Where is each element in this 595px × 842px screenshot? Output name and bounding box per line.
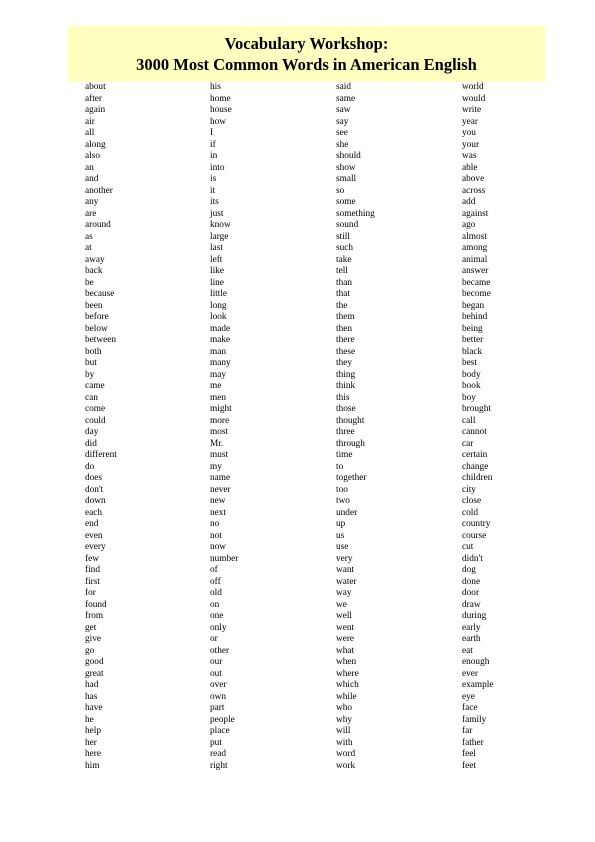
word-item: book: [462, 381, 481, 391]
word-item: show: [336, 162, 356, 173]
word-item: must: [210, 450, 229, 460]
word-item: work: [336, 760, 356, 771]
word-item: this: [336, 392, 350, 403]
word-item: large: [210, 231, 229, 242]
word-item: far: [462, 726, 473, 736]
word-item: below: [85, 323, 108, 334]
word-item: earth: [462, 634, 481, 644]
word-item: thing: [336, 369, 356, 380]
word-item: not: [210, 530, 222, 541]
word-item: answer: [462, 266, 489, 276]
word-item: more: [210, 415, 230, 426]
word-item: us: [336, 530, 345, 541]
word-item: our: [210, 657, 223, 667]
word-item: among: [462, 243, 488, 253]
word-item: such: [336, 243, 354, 253]
word-item: too: [336, 484, 348, 495]
word-item: cold: [462, 507, 479, 518]
word-item: word: [336, 749, 356, 759]
word-item: he: [85, 714, 94, 725]
word-item: an: [85, 162, 94, 173]
word-item: three: [336, 427, 355, 437]
word-item: the: [336, 300, 348, 311]
word-item: able: [462, 162, 478, 173]
word-item: place: [210, 726, 230, 736]
word-item: city: [462, 484, 476, 495]
word-item: those: [336, 404, 356, 414]
word-item: back: [85, 266, 103, 276]
word-item: see: [336, 128, 348, 138]
word-item: brought: [462, 404, 491, 414]
word-item: feet: [462, 760, 476, 771]
word-item: air: [85, 116, 95, 127]
word-item: why: [336, 714, 353, 725]
word-item: small: [336, 174, 357, 184]
word-item: house: [210, 105, 232, 115]
word-item: under: [336, 507, 358, 518]
word-item: they: [336, 358, 353, 368]
word-item: each: [85, 507, 103, 518]
word-item: look: [210, 312, 227, 322]
word-item: world: [462, 82, 484, 92]
word-item: of: [210, 565, 218, 575]
word-item: these: [336, 346, 356, 357]
word-item: find: [85, 565, 100, 575]
word-item: family: [462, 714, 487, 725]
word-item: across: [462, 185, 486, 196]
word-item: his: [210, 82, 221, 92]
word-item: water: [336, 576, 357, 587]
word-item: found: [85, 599, 107, 610]
word-item: behind: [462, 312, 488, 322]
word-item: animal: [462, 254, 488, 265]
word-item: draw: [462, 599, 481, 610]
word-item: different: [85, 450, 117, 460]
word-item: example: [462, 680, 494, 690]
word-item: eat: [462, 645, 473, 656]
word-column-2: [210, 82, 330, 772]
word-item: above: [462, 174, 485, 184]
word-item: from: [85, 611, 104, 621]
word-item: left: [210, 254, 223, 265]
word-item: two: [336, 496, 350, 506]
word-item: take: [336, 254, 352, 265]
word-list: [85, 82, 545, 772]
word-item: out: [210, 668, 222, 679]
word-item: many: [210, 358, 231, 368]
word-item: we: [336, 599, 347, 610]
word-item: close: [462, 496, 482, 506]
word-item: that: [336, 289, 350, 299]
word-item: how: [210, 116, 227, 127]
word-item: last: [210, 243, 223, 253]
word-item: black: [462, 346, 483, 357]
word-item: some: [336, 197, 356, 207]
word-item: first: [85, 576, 100, 587]
word-item: were: [336, 634, 355, 644]
word-item: well: [336, 611, 353, 621]
word-item: still: [336, 231, 350, 242]
word-item: her: [85, 737, 97, 748]
word-item: both: [85, 346, 102, 357]
word-item: have: [85, 703, 103, 713]
word-item: me: [210, 381, 222, 391]
word-item: as: [85, 231, 93, 242]
word-item: just: [210, 208, 224, 219]
word-item: its: [210, 197, 219, 207]
word-item: again: [85, 105, 106, 115]
word-item: become: [462, 289, 491, 299]
word-item: into: [210, 162, 225, 173]
word-item: to: [336, 461, 344, 472]
word-item: old: [210, 588, 222, 598]
word-item: way: [336, 588, 352, 598]
word-item: had: [85, 680, 99, 690]
word-item: said: [336, 82, 351, 92]
word-item: boy: [462, 392, 476, 403]
word-item: man: [210, 346, 227, 357]
word-item: dog: [462, 565, 476, 575]
word-item: no: [210, 519, 220, 529]
word-item: then: [336, 323, 353, 334]
word-item: away: [85, 254, 105, 265]
word-item: in: [210, 151, 218, 161]
word-item: most: [210, 427, 229, 437]
word-item: went: [336, 622, 355, 633]
word-item: does: [85, 473, 103, 483]
word-item: or: [210, 634, 218, 644]
word-item: father: [462, 737, 484, 748]
word-item: change: [462, 461, 489, 472]
word-item: by: [85, 369, 95, 380]
word-item: part: [210, 703, 225, 713]
word-item: make: [210, 335, 231, 345]
word-item: another: [85, 185, 113, 196]
word-item: great: [85, 668, 104, 679]
word-item: country: [462, 519, 491, 529]
word-item: cannot: [462, 427, 487, 437]
word-item: and: [85, 174, 99, 184]
word-item: certain: [462, 450, 488, 460]
word-item: than: [336, 277, 353, 288]
word-column-3: [336, 82, 456, 772]
word-item: off: [210, 576, 221, 587]
word-item: new: [210, 496, 226, 506]
word-item: enough: [462, 657, 490, 667]
word-item: has: [85, 691, 98, 702]
word-item: early: [462, 622, 481, 633]
word-item: is: [210, 174, 217, 184]
word-item: Mr.: [210, 438, 224, 449]
word-item: good: [85, 657, 104, 667]
word-item: she: [336, 139, 349, 150]
word-item: go: [85, 645, 95, 656]
word-item: because: [85, 289, 115, 299]
word-item: on: [210, 599, 220, 610]
word-item: where: [336, 668, 359, 679]
word-item: here: [85, 749, 101, 759]
word-item: best: [462, 358, 477, 368]
word-item: face: [462, 703, 478, 713]
word-item: before: [85, 312, 109, 322]
word-item: there: [336, 335, 355, 345]
word-item: my: [210, 461, 222, 472]
word-item: home: [210, 93, 231, 104]
word-item: for: [85, 588, 96, 598]
title-line-1: Vocabulary Workshop:: [224, 34, 389, 53]
word-item: line: [210, 277, 224, 288]
word-item: little: [210, 289, 228, 299]
word-column-1: [85, 82, 205, 772]
word-item: came: [85, 381, 105, 391]
word-item: right: [210, 760, 228, 771]
word-item: only: [210, 622, 227, 633]
word-item: few: [85, 553, 99, 564]
word-item: against: [462, 208, 489, 219]
word-item: get: [85, 622, 97, 633]
word-item: I: [210, 128, 214, 138]
word-item: better: [462, 335, 484, 345]
word-item: next: [210, 507, 227, 518]
word-item: could: [85, 415, 106, 426]
word-item: being: [462, 323, 483, 334]
word-item: ever: [462, 668, 478, 679]
word-item: done: [462, 576, 481, 587]
word-item: also: [85, 151, 100, 161]
word-item: through: [336, 438, 365, 449]
word-item: want: [336, 565, 355, 575]
word-item: now: [210, 542, 227, 552]
word-item: put: [210, 737, 222, 748]
word-item: time: [336, 450, 353, 460]
word-item: day: [85, 427, 99, 437]
word-item: number: [210, 553, 239, 564]
word-item: might: [210, 404, 232, 414]
word-item: what: [336, 645, 355, 656]
word-item: almost: [462, 231, 487, 242]
word-item: other: [210, 645, 230, 656]
word-item: should: [336, 151, 361, 161]
word-item: at: [85, 243, 92, 253]
title-line-2: 3000 Most Common Words in American English: [136, 55, 477, 74]
word-item: very: [336, 553, 353, 564]
word-item: up: [336, 519, 346, 529]
word-item: you: [462, 128, 476, 138]
word-item: any: [85, 197, 99, 207]
word-item: would: [462, 93, 486, 104]
word-item: who: [336, 703, 353, 713]
word-item: saw: [336, 105, 351, 115]
word-item: like: [210, 266, 224, 276]
word-item: tell: [336, 266, 348, 276]
word-column-4: [462, 82, 582, 772]
word-item: didn't: [462, 553, 483, 564]
word-item: write: [462, 105, 482, 115]
word-item: over: [210, 680, 227, 690]
word-item: help: [85, 726, 102, 736]
word-item: can: [85, 392, 98, 403]
word-item: between: [85, 335, 116, 345]
word-item: down: [85, 496, 106, 506]
word-item: same: [336, 93, 356, 104]
word-item: all: [85, 128, 95, 138]
word-item: give: [85, 634, 102, 644]
word-item: add: [462, 197, 476, 207]
word-item: be: [85, 277, 94, 288]
word-item: are: [85, 208, 97, 219]
word-item: do: [85, 461, 95, 472]
word-item: did: [85, 438, 97, 449]
word-item: car: [462, 438, 474, 449]
word-item: course: [462, 530, 487, 541]
word-item: door: [462, 588, 480, 598]
word-item: long: [210, 300, 227, 311]
word-item: which: [336, 680, 359, 690]
word-item: come: [85, 404, 106, 414]
word-item: but: [85, 358, 97, 368]
word-item: began: [462, 300, 485, 311]
word-item: don't: [85, 484, 104, 495]
word-item: body: [462, 369, 481, 380]
word-item: never: [210, 484, 231, 495]
word-item: them: [336, 312, 355, 322]
word-item: one: [210, 611, 224, 621]
word-item: something: [336, 208, 375, 219]
word-item: about: [85, 82, 106, 92]
word-item: while: [336, 691, 357, 702]
word-item: so: [336, 185, 345, 196]
word-item: own: [210, 691, 227, 702]
word-item: will: [336, 726, 351, 736]
word-item: men: [210, 392, 227, 403]
word-item: call: [462, 415, 476, 426]
word-item: every: [85, 542, 106, 552]
word-item: thought: [336, 415, 365, 426]
word-item: may: [210, 369, 227, 380]
word-item: end: [85, 519, 99, 529]
word-item: read: [210, 749, 226, 759]
word-item: eye: [462, 691, 475, 702]
word-item: even: [85, 530, 103, 541]
word-item: around: [85, 220, 111, 230]
word-item: became: [462, 277, 491, 288]
title-banner: [68, 26, 545, 81]
word-item: was: [462, 151, 477, 161]
word-item: him: [85, 760, 100, 771]
word-item: know: [210, 220, 231, 230]
word-item: together: [336, 473, 367, 483]
word-item: when: [336, 657, 357, 667]
word-item: children: [462, 473, 493, 483]
word-item: been: [85, 300, 103, 311]
word-item: use: [336, 542, 349, 552]
word-item: it: [210, 185, 216, 196]
word-item: during: [462, 611, 487, 621]
word-item: cut: [462, 542, 474, 552]
word-item: along: [85, 139, 106, 150]
word-item: ago: [462, 220, 476, 230]
word-item: feel: [462, 749, 476, 759]
word-item: sound: [336, 220, 359, 230]
word-item: name: [210, 473, 231, 483]
word-item: with: [336, 737, 353, 748]
word-item: your: [462, 139, 480, 150]
word-item: year: [462, 116, 478, 127]
word-item: if: [210, 139, 216, 150]
word-item: think: [336, 381, 356, 391]
word-item: after: [85, 93, 103, 104]
word-item: made: [210, 323, 231, 334]
word-item: say: [336, 116, 349, 127]
word-item: people: [210, 714, 235, 725]
